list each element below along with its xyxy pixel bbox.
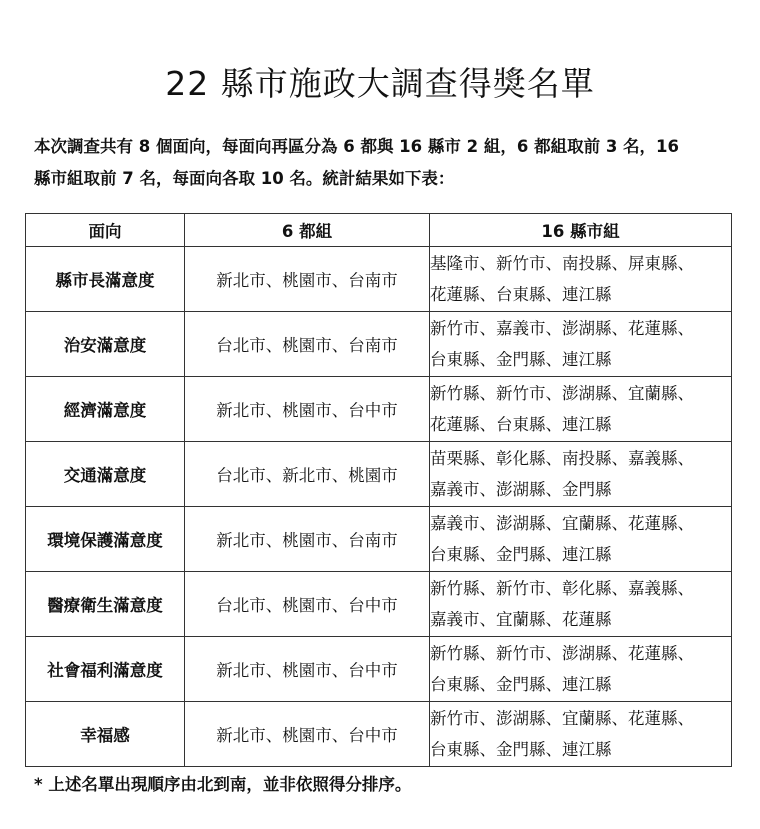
six-cities-cell: 新北市、桃園市、台中市 (185, 377, 430, 442)
sixteen-counties-cell (430, 442, 732, 507)
six-cities-cell: 新北市、桃園市、台南市 (185, 507, 430, 572)
sixteen-counties-cell (430, 377, 732, 442)
six-cities-cell: 台北市、桃園市、台中市 (185, 572, 430, 637)
table-row (26, 507, 732, 572)
sixteen-line-2: 嘉義市、宜蘭縣、花蓮縣 (430, 610, 612, 629)
table-row (26, 442, 732, 507)
sixteen-line-2: 花蓮縣、台東縣、連江縣 (430, 415, 612, 434)
intro-paragraph (34, 131, 734, 195)
aspect-cell: 環境保護滿意度 (26, 507, 185, 572)
table-row (26, 377, 732, 442)
aspect-cell: 治安滿意度 (26, 312, 185, 377)
six-cities-cell: 台北市、桃園市、台南市 (185, 312, 430, 377)
sixteen-line-2: 台東縣、金門縣、連江縣 (430, 545, 612, 564)
six-cities-cell: 台北市、新北市、桃園市 (185, 442, 430, 507)
header-sixteen-counties: 16 縣市組 (430, 214, 732, 247)
sixteen-line-1: 嘉義市、澎湖縣、宜蘭縣、花蓮縣、 (430, 514, 694, 533)
page-title: 22 縣市施政大調查得獎名單 (165, 64, 595, 103)
aspect-cell: 交通滿意度 (26, 442, 185, 507)
header-aspect: 面向 (26, 214, 185, 247)
table-header-row (26, 214, 732, 247)
aspect-cell: 社會福利滿意度 (26, 637, 185, 702)
sixteen-line-2: 台東縣、金門縣、連江縣 (430, 675, 612, 694)
sixteen-line-1: 新竹縣、新竹市、澎湖縣、花蓮縣、 (430, 644, 694, 663)
aspect-cell: 經濟滿意度 (26, 377, 185, 442)
sixteen-line-1: 苗栗縣、彰化縣、南投縣、嘉義縣、 (430, 449, 694, 468)
sixteen-counties-cell (430, 312, 732, 377)
table-row (26, 637, 732, 702)
sixteen-line-2: 台東縣、金門縣、連江縣 (430, 350, 612, 369)
six-cities-cell: 新北市、桃園市、台南市 (185, 247, 430, 312)
sixteen-counties-cell (430, 247, 732, 312)
table-row (26, 247, 732, 312)
header-six-cities: 6 都組 (185, 214, 430, 247)
results-table (25, 213, 732, 767)
six-cities-cell: 新北市、桃園市、台中市 (185, 702, 430, 767)
sixteen-line-1: 新竹縣、新竹市、澎湖縣、宜蘭縣、 (430, 384, 694, 403)
footnote: * 上述名單出現順序由北到南，並非依照得分排序。 (34, 775, 412, 794)
sixteen-counties-cell (430, 637, 732, 702)
table-row (26, 312, 732, 377)
aspect-cell: 醫療衛生滿意度 (26, 572, 185, 637)
sixteen-line-2: 花蓮縣、台東縣、連江縣 (430, 285, 612, 304)
sixteen-counties-cell (430, 702, 732, 767)
sixteen-line-1: 基隆市、新竹市、南投縣、屏東縣、 (430, 254, 694, 273)
table-row (26, 702, 732, 767)
aspect-cell: 縣市長滿意度 (26, 247, 185, 312)
six-cities-cell: 新北市、桃園市、台中市 (185, 637, 430, 702)
intro-line-1: 本次調查共有 8 個面向，每面向再區分為 6 都與 16 縣市 2 組，6 都組取前 3 名，16 (34, 137, 680, 156)
sixteen-line-1: 新竹縣、新竹市、彰化縣、嘉義縣、 (430, 579, 694, 598)
sixteen-counties-cell (430, 572, 732, 637)
sixteen-counties-cell (430, 507, 732, 572)
intro-line-2: 縣市組取前 7 名，每面向各取 10 名。統計結果如下表： (34, 169, 455, 188)
sixteen-line-2: 嘉義市、澎湖縣、金門縣 (430, 480, 612, 499)
sixteen-line-1: 新竹市、澎湖縣、宜蘭縣、花蓮縣、 (430, 709, 694, 728)
sixteen-line-2: 台東縣、金門縣、連江縣 (430, 740, 612, 759)
table-row (26, 572, 732, 637)
aspect-cell: 幸福感 (26, 702, 185, 767)
sixteen-line-1: 新竹市、嘉義市、澎湖縣、花蓮縣、 (430, 319, 694, 338)
